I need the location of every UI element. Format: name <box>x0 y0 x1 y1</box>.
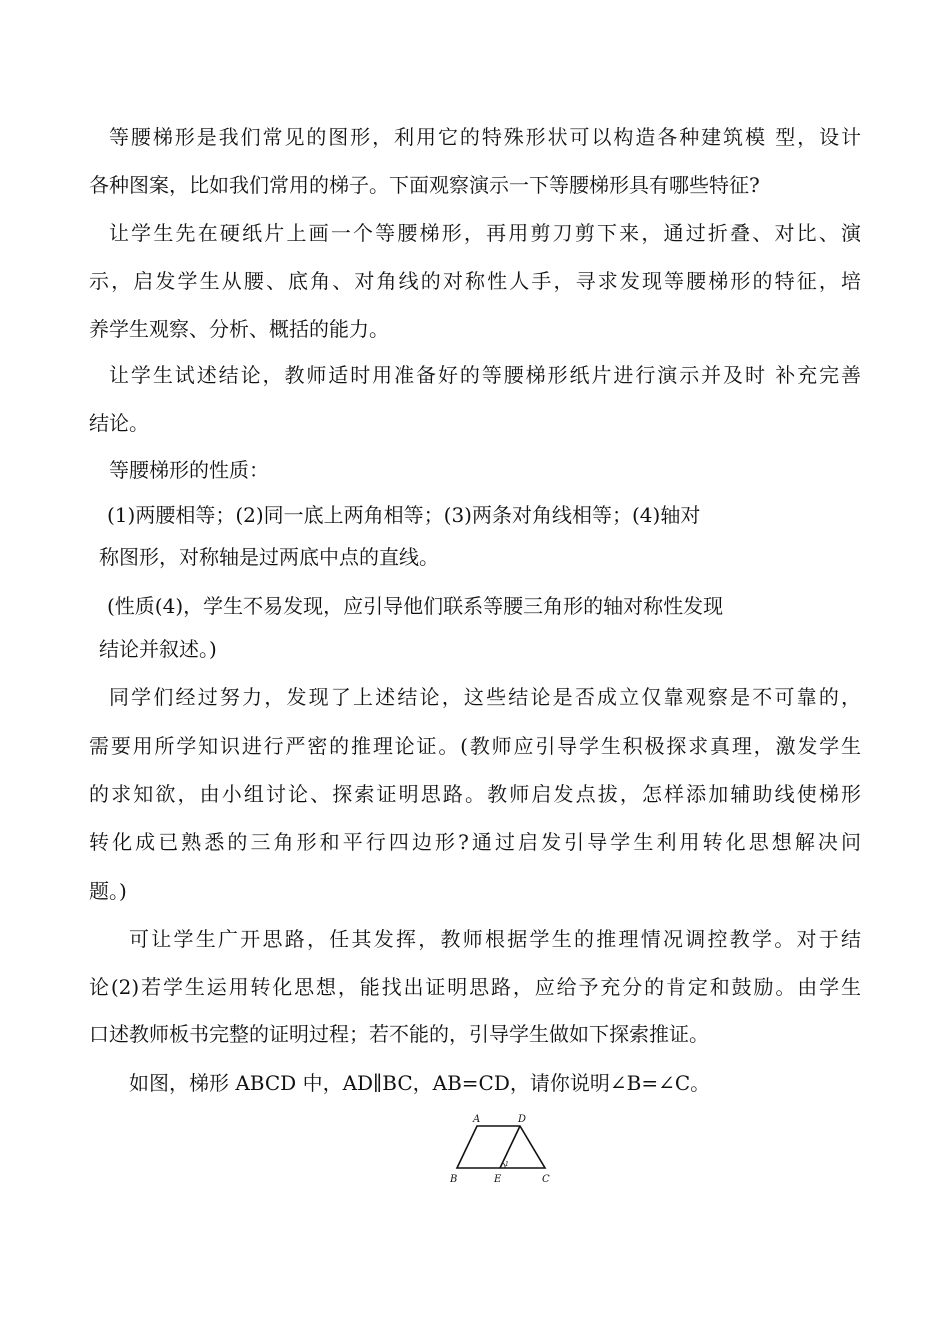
label-b: B <box>450 1174 458 1185</box>
label-a: A <box>473 1114 481 1125</box>
paragraph-line: 可让学生广开思路，任其发挥，教师根据学生的推理情况调控教学。对于结 <box>129 927 861 951</box>
paragraph-line: 结论并叙述。) <box>99 637 217 661</box>
paragraph-line: 各种图案，比如我们常用的梯子。下面观察演示一下等腰梯形具有哪些特征? <box>89 173 760 197</box>
paragraph-line: 需要用所学知识进行严密的推理论证。(教师应引导学生积极探求真理，激发学生 <box>89 734 861 758</box>
label-c: C <box>542 1174 550 1185</box>
paragraph-line: 示，启发学生从腰、底角、对角线的对称性人手，寻求发现等腰梯形的特征，培 <box>89 269 861 293</box>
paragraph-line: (性质(4)，学生不易发现，应引导他们联系等腰三角形的轴对称性发现 <box>107 594 724 618</box>
paragraph-line: 结论。 <box>89 411 149 435</box>
paragraph-line: 让学生试述结论，教师适时用准备好的等腰梯形纸片进行演示并及时 补充完善 <box>109 363 861 387</box>
paragraph-line: 让学生先在硬纸片上画一个等腰梯形，再用剪刀剪下来，通过折叠、对比、演 <box>109 221 861 245</box>
trapezoid-figure <box>445 1106 557 1186</box>
paragraph-line: 论(2)若学生运用转化思想，能找出证明思路，应给予充分的肯定和鼓励。由学生 <box>89 975 861 999</box>
label-d: D <box>518 1114 527 1125</box>
paragraph-line: 题。) <box>89 879 127 903</box>
paragraph-line: (1)两腰相等；(2)同一底上两角相等；(3)两条对角线相等；(4)轴对 <box>107 503 701 527</box>
label-angle-1: 1 <box>505 1161 509 1168</box>
paragraph-line: 等腰梯形是我们常见的图形，利用它的特殊形状可以构造各种建筑模 型，设计 <box>109 125 861 149</box>
trapezoid-outline <box>457 1126 545 1168</box>
paragraph-line: 转化成已熟悉的三角形和平行四边形?通过启发引导学生利用转化思想解决问 <box>89 830 861 854</box>
paragraph-line: 口述教师板书完整的证明过程；若不能的，引导学生做如下探索推证。 <box>89 1022 709 1046</box>
paragraph-line: 等腰梯形的性质： <box>109 458 269 482</box>
label-e: E <box>494 1174 502 1185</box>
paragraph-line: 同学们经过努力，发现了上述结论，这些结论是否成立仅靠观察是不可靠的， <box>109 685 861 709</box>
paragraph-line: 如图，梯形 ABCD 中，AD∥BC，AB=CD，请你说明∠B=∠C。 <box>129 1071 711 1095</box>
paragraph-line: 的求知欲，由小组讨论、探索证明思路。教师启发点拔，怎样添加辅助线使梯形 <box>89 782 861 806</box>
auxiliary-line-de <box>500 1126 520 1168</box>
paragraph-line: 养学生观察、分析、概括的能力。 <box>89 317 389 341</box>
paragraph-line: 称图形，对称轴是过两底中点的直线。 <box>99 545 439 569</box>
